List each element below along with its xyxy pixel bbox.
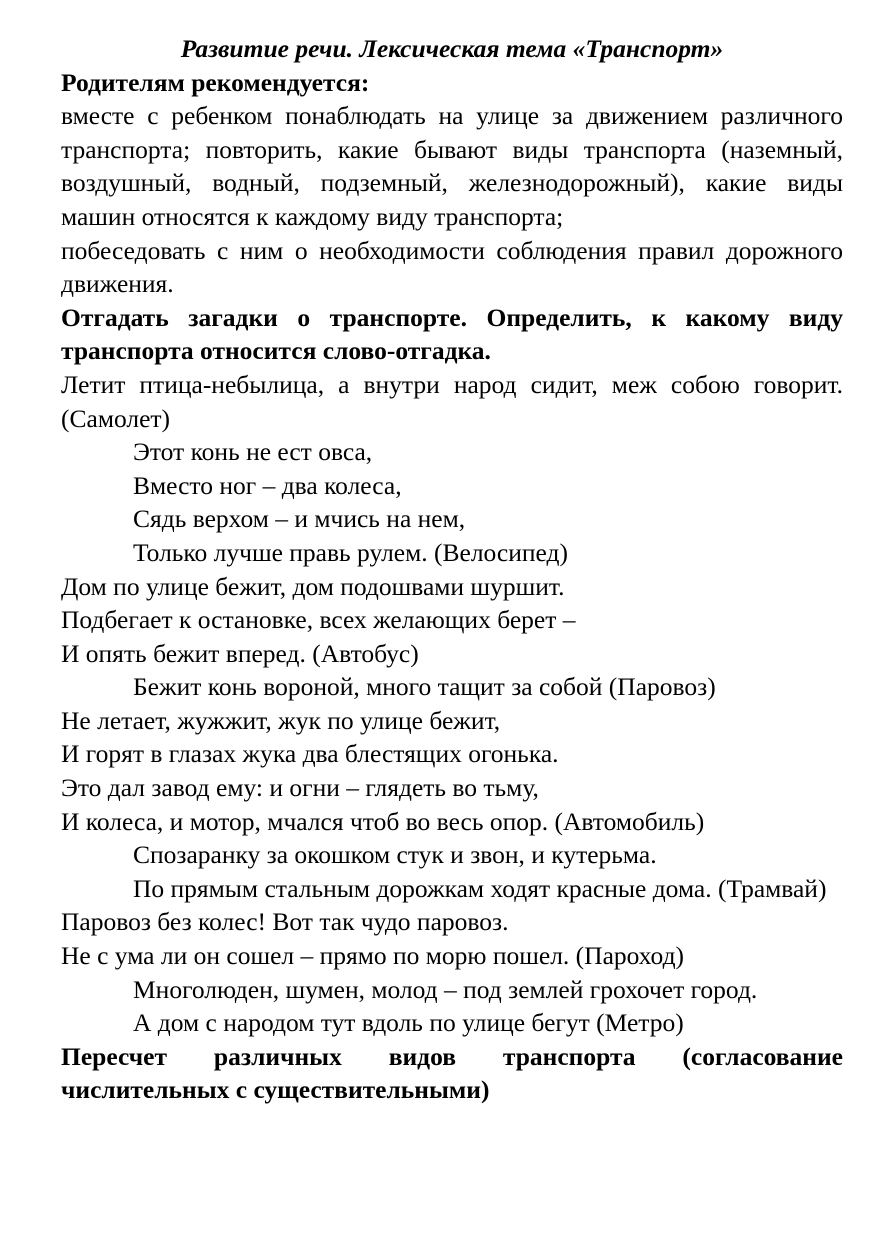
riddle-car — [61, 704, 843, 838]
riddles-heading: Отгадать загадки о транспорте. Определить, к какому виду транспорта относится слово-отгадка. — [61, 302, 843, 366]
riddle-line: Не летает, жужжит, жук по улице бежит, — [61, 705, 501, 735]
riddle-ship — [61, 905, 843, 972]
riddle-line: Паровоз без колес! Вот так чудо паровоз. — [61, 907, 509, 937]
recommendation-paragraph-2: побеседовать с ним о необходимости соблюдения правил дорожного движения. — [61, 235, 843, 299]
riddle-line: Этот конь не ест овса, — [133, 437, 373, 467]
page-title: Развитие речи. Лексическая тема «Транспорт» — [180, 34, 724, 63]
riddle-plane: Летит птица-небылица, а внутри народ сидит, меж собою говорит. (Самолет) — [61, 369, 843, 433]
riddle-line: Вместо ног – два колеса, — [133, 470, 402, 500]
riddle-line: Многолюден, шумен, молод – под землей грохочет город. — [133, 974, 758, 1004]
riddle-line: И горят в глазах жука два блестящих огонька. — [61, 739, 559, 769]
riddle-tram-line-2: По прямым стальным дорожкам ходят красные дома. (Трамвай) — [133, 873, 827, 903]
riddle-line: И опять бежит вперед. (Автобус) — [61, 638, 419, 668]
riddle-line: Не с ума ли он сошел – прямо по морю пошел. (Пароход) — [61, 941, 685, 971]
counting-heading: Пересчет различных видов транспорта (согласование числительных с существительными) — [61, 1041, 843, 1105]
recommendation-paragraph-1: вместе с ребенком понаблюдать на улице за движением различного транспорта; повторить, какие бывают виды транспорта (наземный, воздушный, водный, подземный, железнодорожный), какие виды машин относятся к каждому виду транспорта; — [61, 101, 843, 231]
riddle-line: Это дал завод ему: и огни – глядеть во тьму, — [61, 773, 539, 803]
riddle-bus — [61, 570, 843, 671]
document-page — [61, 32, 843, 1107]
riddle-locomotive: Бежит конь вороной, много тащит за собой (Паровоз) — [133, 672, 716, 702]
riddle-line: Сядь верхом – и мчись на нем, — [133, 504, 466, 534]
riddle-metro — [61, 973, 843, 1040]
parents-heading: Родителям рекомендуется: — [61, 67, 370, 97]
riddle-line: Дом по улице бежит, дом подошвами шуршит. — [61, 571, 565, 601]
riddle-line: Только лучше правь рулем. (Велосипед) — [133, 537, 568, 567]
riddle-line: А дом с народом тут вдоль по улице бегут (Метро) — [133, 1008, 684, 1038]
riddle-line: Подбегает к остановке, всех желающих берет – — [61, 605, 576, 635]
riddle-bicycle — [61, 435, 843, 569]
riddle-tram-line-1: Спозаранку за окошком стук и звон, и кутерьма. — [133, 840, 657, 870]
riddle-line: И колеса, и мотор, мчался чтоб во весь опор. (Автомобиль) — [61, 806, 705, 836]
